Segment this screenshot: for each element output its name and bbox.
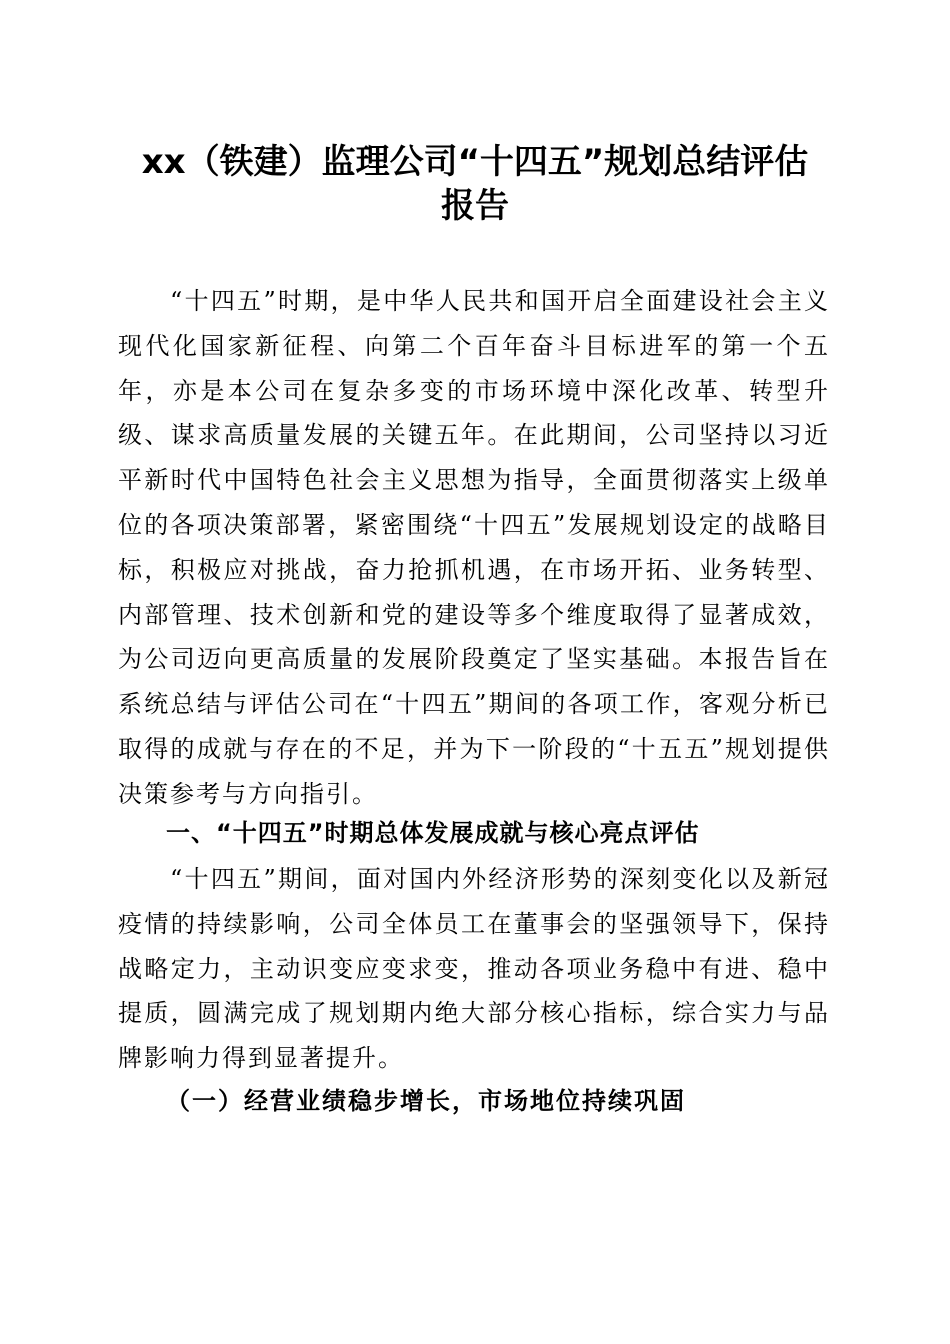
section1-paragraph: “十四五”期间，面对国内外经济形势的深刻变化以及新冠疫情的持续影响，公司全体员工在董事会的坚强领导下，保持战略定力，主动识变应变求变，推动各项业务稳中有进、稳中提质，圆满完成了规划期内绝大部分核心指标，综合实力与品牌影响力得到显著提升。 bbox=[118, 865, 830, 1073]
subsection-heading-1: （一）经营业绩稳步增长，市场地位持续巩固 bbox=[166, 1086, 686, 1115]
document-title-line2: 报告 bbox=[441, 186, 509, 226]
intro-paragraph: “十四五”时期，是中华人民共和国开启全面建设社会主义现代化国家新征程、向第二个百年奋斗目标进军的第一个五年，亦是本公司在复杂多变的市场环境中深化改革、转型升级、谋求高质量发展的关键五年。在此期间，公司坚持以习近平新时代中国特色社会主义思想为指导，全面贯彻落实上级单位的各项决策部署，紧密围绕“十四五”发展规划设定的战略目标，积极应对挑战，奋力抢抓机遇，在市场开拓、业务转型、内部管理、技术创新和党的建设等多个维度取得了显著成效，为公司迈向更高质量的发展阶段奠定了坚实基础。本报告旨在系统总结与评估公司在“十四五”期间的各项工作，客观分析已取得的成就与存在的不足，并为下一阶段的“十五五”规划提供决策参考与方向指引。 bbox=[118, 287, 830, 808]
document-title-line1: xx（铁建）监理公司“十四五”规划总结评估 bbox=[141, 142, 809, 182]
section-heading-1: 一、“十四五”时期总体发展成就与核心亮点评估 bbox=[166, 819, 700, 847]
